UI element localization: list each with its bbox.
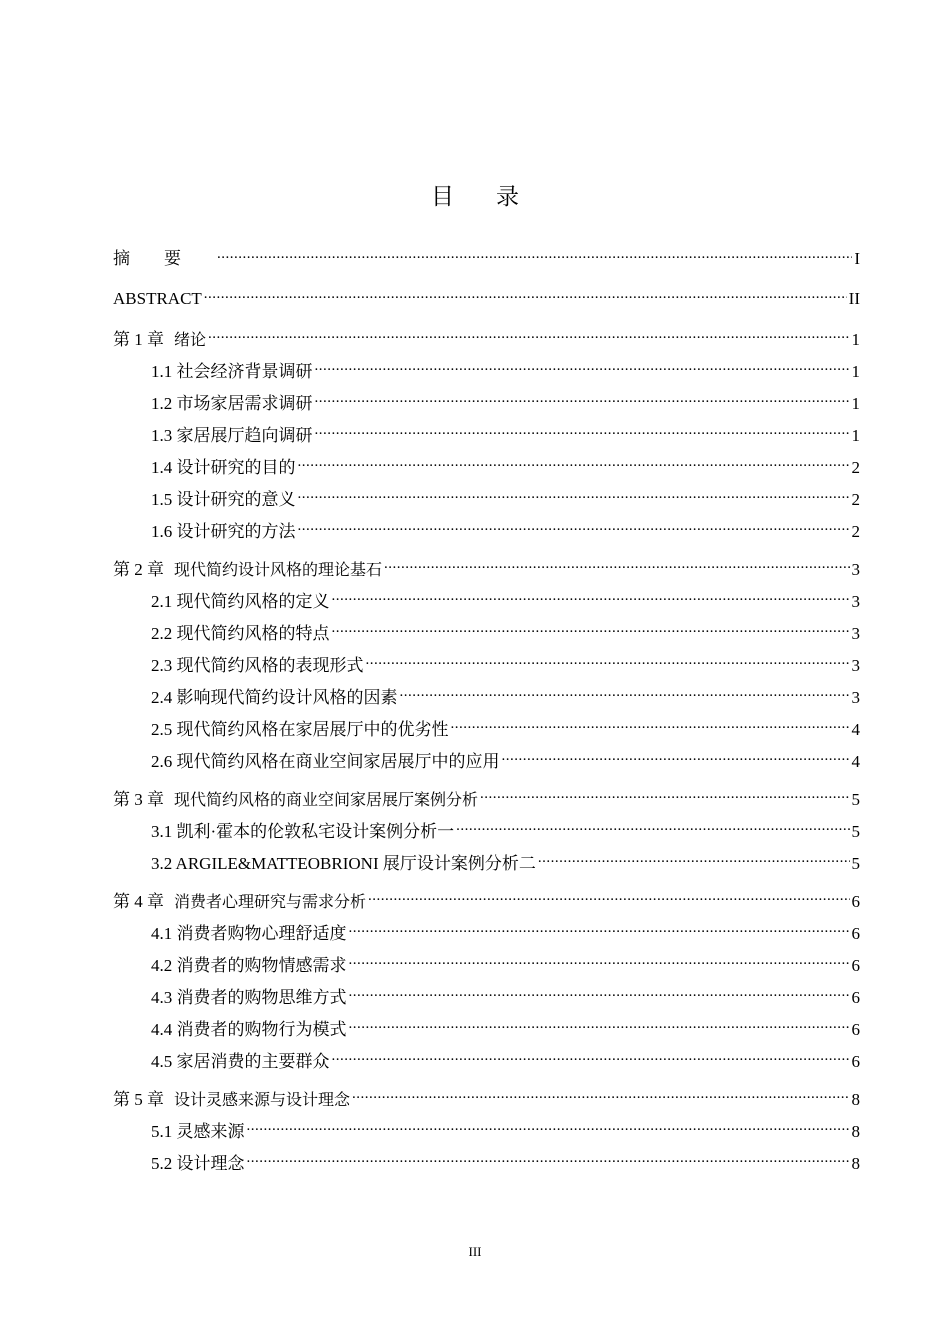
toc-entry-page: 3 (851, 560, 860, 579)
toc-entry-chapter[interactable] (113, 1084, 860, 1116)
toc-entry-label: 4.2 消费者的购物情感需求 (151, 956, 347, 975)
toc-entry-page: 3 (851, 656, 860, 675)
toc-entry-section[interactable] (113, 682, 860, 714)
dot-leader (451, 718, 850, 735)
dot-leader (247, 1120, 850, 1137)
dot-leader (456, 820, 849, 837)
toc-entry-label (113, 784, 478, 816)
toc-entry-page: 3 (851, 688, 860, 707)
toc-entry-page: 6 (851, 924, 860, 943)
toc-entry-label: 1.3 家居展厅趋向调研 (151, 426, 313, 445)
toc-entry-section[interactable] (113, 586, 860, 618)
chapter-number: 第 3 章 (113, 790, 164, 809)
toc-entry-page: 2 (851, 522, 860, 541)
toc-entry-section[interactable] (113, 1014, 860, 1046)
dot-leader (217, 247, 852, 264)
chapter-title: 设计灵感来源与设计理念 (174, 1090, 351, 1109)
toc-entry-section[interactable] (113, 516, 860, 548)
toc-entry-label: 2.3 现代简约风格的表现形式 (151, 656, 364, 675)
toc-entry-page: 6 (851, 988, 860, 1007)
toc-entry-section[interactable] (113, 388, 860, 420)
toc-entry-section[interactable] (113, 452, 860, 484)
toc-entry-label: 2.1 现代简约风格的定义 (151, 592, 330, 611)
toc-entry-label (113, 554, 382, 586)
dot-leader (204, 287, 847, 304)
dot-leader (298, 488, 850, 505)
chapter-number: 第 2 章 (113, 560, 164, 579)
toc-entry-section[interactable] (113, 356, 860, 388)
toc-entry-section[interactable] (113, 484, 860, 516)
toc-entry-page: 1 (851, 330, 860, 349)
toc-entry-page: 1 (851, 426, 860, 445)
toc-entry-label: 1.1 社会经济背景调研 (151, 362, 313, 381)
toc-entry-section[interactable] (113, 1046, 860, 1078)
dot-leader (332, 590, 850, 607)
dot-leader (384, 558, 849, 575)
chapter-number: 第 5 章 (113, 1090, 164, 1109)
toc-entry-page: II (848, 289, 860, 308)
toc-entry-page: 6 (851, 956, 860, 975)
page-number: III (468, 1244, 482, 1259)
toc-entry-page: 2 (851, 458, 860, 477)
toc-entry-section[interactable] (113, 1148, 860, 1180)
dot-leader (349, 954, 850, 971)
dot-leader (349, 922, 850, 939)
toc-entry-label: 4.3 消费者的购物思维方式 (151, 988, 347, 1007)
dot-leader (368, 890, 849, 907)
dot-leader (352, 1088, 849, 1105)
dot-leader (298, 520, 850, 537)
dot-leader (247, 1152, 850, 1169)
toc-entry-page: 4 (851, 720, 860, 739)
toc-entry-section[interactable] (113, 918, 860, 950)
chapter-title: 消费者心理研究与需求分析 (174, 892, 367, 911)
toc-entry-label: 2.4 影响现代简约设计风格的因素 (151, 688, 398, 707)
dot-leader (332, 622, 850, 639)
toc-entry-chapter[interactable] (113, 324, 860, 356)
chapter-title: 现代简约设计风格的理论基石 (174, 560, 383, 579)
toc-entry-section[interactable] (113, 618, 860, 650)
toc-entry-section[interactable] (113, 950, 860, 982)
toc-entry-page: 6 (851, 1020, 860, 1039)
toc-entry-page: 1 (851, 362, 860, 381)
dot-leader (315, 392, 850, 409)
toc-entry-label: 3.1 凯利·霍本的伦敦私宅设计案例分析一 (151, 822, 455, 841)
toc-entry-chapter[interactable] (113, 886, 860, 918)
toc-entry-label: 4.1 消费者购物心理舒适度 (151, 924, 347, 943)
toc-entry-page: 6 (851, 1052, 860, 1071)
dot-leader (400, 686, 850, 703)
toc-entry-page: 2 (851, 490, 860, 509)
dot-leader (349, 986, 850, 1003)
toc-entry-page: I (854, 249, 860, 268)
toc-entry-label: 1.5 设计研究的意义 (151, 490, 296, 509)
toc-entry-label: 3.2 ARGILE&MATTEOBRIONI 展厅设计案例分析二 (151, 854, 536, 873)
toc-entry-section[interactable] (113, 982, 860, 1014)
chapter-number: 第 1 章 (113, 330, 164, 349)
toc-entry-label: 5.1 灵感来源 (151, 1122, 245, 1141)
toc-entry-section[interactable] (113, 816, 860, 848)
toc-entry-page: 6 (851, 892, 860, 911)
chapter-title: 现代简约风格的商业空间家居展厅案例分析 (174, 790, 479, 809)
toc-entry-page: 1 (851, 394, 860, 413)
toc-entry-label: 1.2 市场家居需求调研 (151, 394, 313, 413)
toc-entry-label (113, 1084, 350, 1116)
chapter-number: 第 4 章 (113, 892, 164, 911)
toc-entry-label: 2.5 现代简约风格在家居展厅中的优劣性 (151, 720, 449, 739)
chapter-title: 绪论 (174, 330, 207, 349)
dot-leader (538, 852, 850, 869)
table-of-contents (113, 244, 860, 1180)
toc-entry-page: 8 (851, 1122, 860, 1141)
toc-entry-label: 摘要 (113, 249, 215, 269)
toc-entry-label (113, 886, 366, 918)
toc-entry-label: ABSTRACT (113, 289, 202, 308)
toc-entry-label: 5.2 设计理念 (151, 1154, 245, 1173)
toc-entry-abstract-zh[interactable] (113, 244, 860, 284)
toc-entry-abstract-en[interactable] (113, 284, 860, 324)
dot-leader (349, 1018, 850, 1035)
toc-entry-page: 5 (851, 822, 860, 841)
toc-entry-label: 2.6 现代简约风格在商业空间家居展厅中的应用 (151, 752, 500, 771)
toc-entry-page: 3 (851, 624, 860, 643)
dot-leader (332, 1050, 850, 1067)
dot-leader (366, 654, 850, 671)
toc-entry-chapter[interactable] (113, 784, 860, 816)
toc-entry-label: 4.4 消费者的购物行为模式 (151, 1020, 347, 1039)
toc-entry-section[interactable] (113, 1116, 860, 1148)
toc-entry-section[interactable] (113, 420, 860, 452)
toc-entry-page: 4 (851, 752, 860, 771)
dot-leader (315, 424, 850, 441)
toc-entry-label: 4.5 家居消费的主要群众 (151, 1052, 330, 1071)
toc-entry-page: 8 (851, 1154, 860, 1173)
toc-entry-label (113, 324, 206, 356)
toc-entry-page: 8 (851, 1090, 860, 1109)
dot-leader (502, 750, 850, 767)
toc-entry-section[interactable] (113, 650, 860, 682)
dot-leader (480, 788, 849, 805)
toc-entry-section[interactable] (113, 746, 860, 778)
toc-entry-section[interactable] (113, 714, 860, 746)
page-title: 目录 (431, 184, 561, 210)
toc-entry-page: 5 (851, 790, 860, 809)
toc-entry-page: 5 (851, 854, 860, 873)
dot-leader (208, 328, 849, 345)
toc-entry-chapter[interactable] (113, 554, 860, 586)
dot-leader (315, 360, 850, 377)
toc-entry-label: 1.4 设计研究的目的 (151, 458, 296, 477)
toc-entry-section[interactable] (113, 848, 860, 880)
toc-entry-page: 3 (851, 592, 860, 611)
toc-entry-label: 2.2 现代简约风格的特点 (151, 624, 330, 643)
dot-leader (298, 456, 850, 473)
toc-entry-label: 1.6 设计研究的方法 (151, 522, 296, 541)
